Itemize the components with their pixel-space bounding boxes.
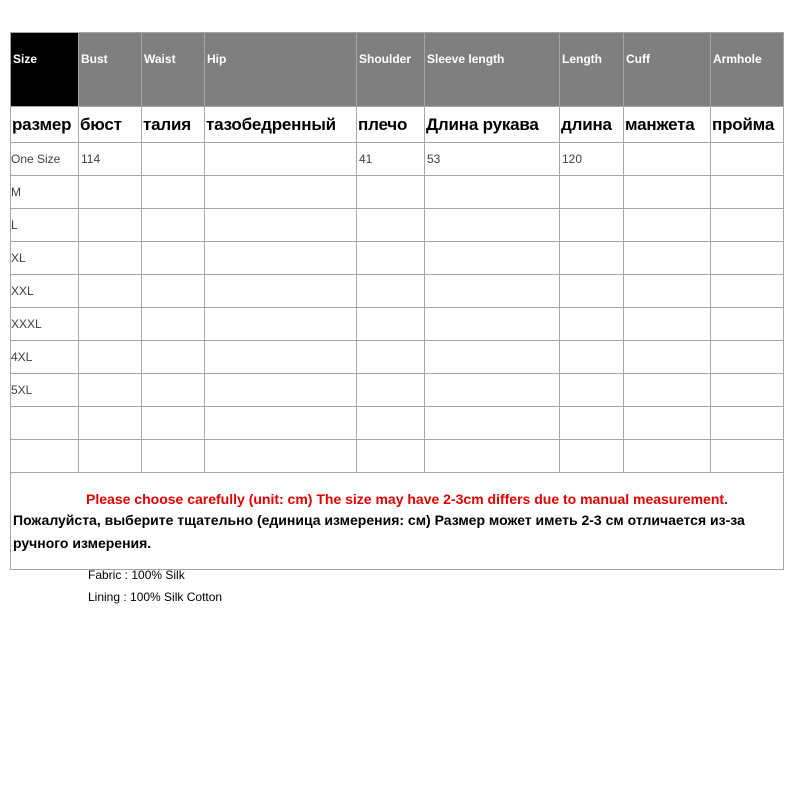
table-row [11,143,784,176]
measurement-cell [79,242,142,275]
table-row [11,176,784,209]
fabric-info [88,564,222,608]
measurement-cell [357,374,425,407]
measurement-cell [425,341,560,374]
measurement-cell [624,242,711,275]
measurement-cell [624,407,711,440]
header-row-en [11,33,784,107]
header-cell-ru: длина [560,107,624,143]
table-row [11,308,784,341]
measurement-cell [205,407,357,440]
size-cell: L [11,209,79,242]
table-row [11,242,784,275]
measurement-cell [357,176,425,209]
measurement-cell [624,374,711,407]
measurement-cell [79,176,142,209]
size-cell: XL [11,242,79,275]
measurement-cell [205,308,357,341]
measurement-cell: 41 [357,143,425,176]
measurement-cell [205,440,357,473]
header-cell-ru: плечо [357,107,425,143]
size-cell: XXXL [11,308,79,341]
measurement-cell [560,440,624,473]
measurement-cell [79,209,142,242]
measurement-cell [711,341,784,374]
measurement-cell [425,374,560,407]
measurement-cell [79,440,142,473]
measurement-cell [205,275,357,308]
header-cell-ru: пройма [711,107,784,143]
measurement-cell [357,440,425,473]
measurement-cell [205,209,357,242]
table-row [11,407,784,440]
note-english: Please choose carefully (unit: cm) The size may have 2-3cm differs due to manual measurement. [86,491,728,507]
measurement-cell [205,341,357,374]
measurement-cell [711,143,784,176]
size-cell [11,407,79,440]
measurement-cell [560,275,624,308]
table-row [11,440,784,473]
measurement-cell [624,308,711,341]
measurement-cell [79,407,142,440]
measurement-cell [79,341,142,374]
measurement-cell [711,275,784,308]
header-cell-ru: размер [11,107,79,143]
header-cell-en: Size [11,33,79,107]
measurement-cell [425,308,560,341]
measurement-cell [711,308,784,341]
measurement-cell [357,242,425,275]
lining-line: Lining : 100% Silk Cotton [88,590,223,604]
measurement-cell [357,308,425,341]
measurement-cell: 120 [560,143,624,176]
measurement-cell [624,143,711,176]
measurement-cell [624,209,711,242]
measurement-cell [79,374,142,407]
measurement-cell [205,176,357,209]
header-cell-ru: Длина рукава [425,107,560,143]
table-row [11,209,784,242]
measurement-cell [142,308,205,341]
header-cell-ru: талия [142,107,205,143]
measurement-cell [560,176,624,209]
measurement-cell [357,341,425,374]
note-russian: Пожалуйста, выберите тщательно (единица измерения: см) Размер может иметь 2-3 см отличается из-за ручного измерения. [13,512,745,551]
measurement-cell [205,242,357,275]
header-cell-en: Shoulder [357,33,425,107]
measurement-cell [560,209,624,242]
header-cell-en: Sleeve length [425,33,560,107]
table-row [11,275,784,308]
measurement-cell [205,374,357,407]
measurement-cell [357,407,425,440]
table-row [11,341,784,374]
measurement-cell: 114 [79,143,142,176]
measurement-cell [711,242,784,275]
fabric-line: Fabric : 100% Silk [88,568,185,582]
measurement-cell [711,407,784,440]
measurement-cell [79,275,142,308]
measurement-cell [624,341,711,374]
measurement-cell [425,176,560,209]
measurement-cell [624,440,711,473]
measurement-cell [142,209,205,242]
measurement-cell [560,308,624,341]
size-cell [11,440,79,473]
note-row [11,473,784,570]
size-cell: 5XL [11,374,79,407]
measurement-cell [79,308,142,341]
header-cell-en: Armhole [711,33,784,107]
header-cell-en: Length [560,33,624,107]
size-chart-table [10,32,784,570]
table-row [11,374,784,407]
measurement-cell [624,176,711,209]
measurement-cell [142,407,205,440]
measurement-cell [142,176,205,209]
measurement-cell [560,374,624,407]
header-cell-en: Hip [205,33,357,107]
measurement-cell [425,242,560,275]
measurement-cell [560,341,624,374]
measurement-cell [711,440,784,473]
measurement-cell [142,242,205,275]
measurement-cell [560,407,624,440]
header-cell-ru: бюст [79,107,142,143]
measurement-cell [560,242,624,275]
measurement-cell [142,275,205,308]
note-cell [11,473,784,570]
measurement-cell [205,143,357,176]
measurement-cell [624,275,711,308]
header-row-ru [11,107,784,143]
measurement-cell [711,374,784,407]
header-cell-ru: тазобедренный [205,107,357,143]
measurement-cell [425,275,560,308]
header-cell-en: Cuff [624,33,711,107]
measurement-cell [425,440,560,473]
header-cell-en: Waist [142,33,205,107]
size-cell: One Size [11,143,79,176]
measurement-cell [711,209,784,242]
measurement-cell [425,209,560,242]
measurement-cell [142,143,205,176]
header-cell-ru: манжета [624,107,711,143]
measurement-cell [711,176,784,209]
measurement-cell [142,341,205,374]
measurement-cell [142,440,205,473]
measurement-cell: 53 [425,143,560,176]
measurement-cell [357,209,425,242]
size-cell: 4XL [11,341,79,374]
measurement-cell [142,374,205,407]
size-cell: XXL [11,275,79,308]
measurement-cell [425,407,560,440]
header-cell-en: Bust [79,33,142,107]
size-cell: M [11,176,79,209]
measurement-cell [357,275,425,308]
